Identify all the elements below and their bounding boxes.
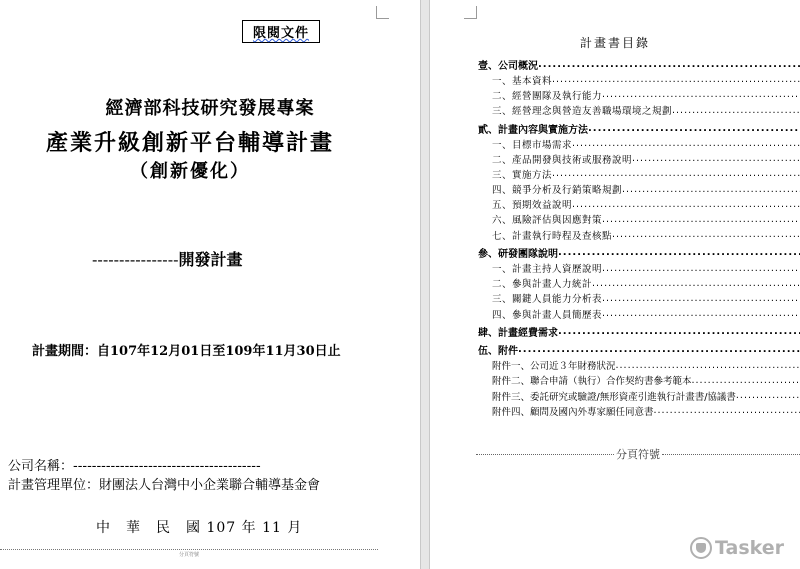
toc-item[interactable]	[478, 260, 800, 275]
toc-leader-dots	[612, 229, 800, 240]
toc-section[interactable]	[478, 57, 800, 72]
toc-leader-dots	[654, 405, 800, 416]
toc-section[interactable]	[478, 121, 800, 136]
toc-leader-dots	[632, 153, 800, 164]
toc-leader-dots	[588, 123, 800, 134]
toc-leader-dots	[616, 360, 800, 371]
toc-entry-text: 二、參與計畫人力統計	[492, 279, 593, 291]
toc-item[interactable]	[478, 212, 800, 227]
document-date: 中 華 民 國 107 年 11 月	[96, 520, 303, 536]
toc-entry-text: 二、產品開發與技術或服務說明	[492, 154, 633, 166]
toc-entry-text: 七、計畫執行時程及查核點	[492, 230, 613, 242]
toc-item[interactable]	[478, 197, 800, 212]
toc-leader-dots	[558, 326, 800, 337]
toc-entry-text: 附件二、聯合申請（執行）合作契約書參考範本	[492, 376, 692, 388]
toc-leader-dots	[602, 214, 800, 225]
company-line	[8, 455, 261, 474]
toc-entry-text: 肆、計畫經費需求	[478, 328, 558, 340]
toc-leader-dots	[672, 105, 800, 116]
plan-dashes: ----------------	[92, 250, 179, 269]
toc-appendix[interactable]	[478, 403, 800, 418]
toc-entry-text: 壹、公司概況	[478, 61, 538, 73]
page-break-marker: 分頁符號	[0, 549, 378, 558]
toc-leader-dots	[538, 59, 800, 70]
toc-entry-text: 五、預期效益說明	[492, 200, 573, 212]
toc-item[interactable]	[478, 72, 800, 87]
toc-entry-text: 一、目標市場需求	[492, 139, 573, 151]
plan-period: 計畫期間：自107年12月01日至109年11月30日止	[32, 344, 341, 359]
toc-leader-dots	[692, 375, 800, 386]
toc-item[interactable]	[478, 182, 800, 197]
ministry-title: 經濟部科技研究發展專案	[105, 98, 315, 119]
page-break-line	[662, 454, 800, 455]
toc-item[interactable]	[478, 291, 800, 306]
toc-entry-text: 一、計畫主持人資歷說明	[492, 264, 603, 276]
toc-leader-dots	[518, 344, 800, 355]
plan-label: 開發計畫	[178, 250, 243, 269]
toc-leader-dots	[572, 138, 800, 149]
restricted-stamp	[242, 20, 320, 43]
toc-entry-text: 附件一、公司近３年財務狀況	[492, 361, 616, 373]
stamp-text: 限閱文件	[253, 26, 310, 41]
toc-item[interactable]	[478, 166, 800, 181]
toc-item[interactable]	[478, 87, 800, 102]
toc-item[interactable]	[478, 276, 800, 291]
page-break-label: 分頁符號	[616, 448, 660, 461]
toc-leader-dots	[736, 390, 800, 401]
toc-entry-text: 三、實施方法	[492, 169, 553, 181]
toc-entry-text: 伍、附件	[478, 346, 518, 358]
toc-entry-text: 二、經營團隊及執行能力	[492, 90, 603, 102]
toc-leader-dots	[592, 278, 800, 289]
toc-appendix[interactable]	[478, 388, 800, 403]
toc-entry-text: 四、參與計畫人員簡歷表	[492, 309, 603, 321]
toc-appendix[interactable]	[478, 373, 800, 388]
watermark-text: Tasker	[715, 537, 785, 559]
toc-title: 計畫書目錄	[579, 36, 650, 50]
margin-corner-mark	[376, 6, 389, 19]
page-break-line	[476, 454, 614, 455]
toc-leader-dots	[622, 184, 800, 195]
toc-item[interactable]	[478, 227, 800, 242]
table-of-contents	[478, 54, 800, 418]
tasker-logo-icon	[690, 537, 712, 559]
toc-entry-text: 三、關鍵人員能力分析表	[492, 294, 603, 306]
toc-entry-text: 一、基本資料	[492, 75, 553, 87]
tasker-watermark	[690, 537, 784, 559]
margin-corner-mark	[464, 6, 477, 19]
toc-leader-dots	[602, 89, 800, 100]
program-title: 產業升級創新平台輔導計畫	[45, 130, 334, 156]
page-break-marker	[476, 446, 800, 462]
toc-section[interactable]	[478, 342, 800, 357]
toc-item[interactable]	[478, 103, 800, 118]
toc-leader-dots	[602, 308, 800, 319]
management-unit: 計畫管理單位：財團法人台灣中小企業聯合輔導基金會	[8, 478, 321, 493]
toc-entry-text: 四、競爭分析及行銷策略規劃	[492, 185, 623, 197]
toc-leader-dots	[552, 168, 800, 179]
toc-item[interactable]	[478, 136, 800, 151]
toc-section[interactable]	[478, 324, 800, 339]
toc-leader-dots	[602, 263, 800, 274]
toc-entry-text: 三、經營理念與營造友善職場環境之規劃	[492, 106, 673, 118]
company-field: ----------------------------------------	[73, 459, 261, 474]
toc-item[interactable]	[478, 306, 800, 321]
toc-entry-text: 附件三、委託研究或驗證/無形資產引進執行計畫書/協議書	[492, 391, 736, 403]
sub-title: （創新優化）	[130, 161, 250, 182]
toc-appendix[interactable]	[478, 358, 800, 373]
plan-heading	[92, 247, 243, 270]
toc-entry-text: 附件四、顧問及國內外專家願任同意書	[492, 406, 654, 418]
toc-entry-text: 參、研發團隊說明	[478, 249, 558, 261]
toc-leader-dots	[558, 247, 800, 258]
toc-section[interactable]	[478, 245, 800, 260]
toc-item[interactable]	[478, 151, 800, 166]
toc-leader-dots	[552, 74, 800, 85]
company-label: 公司名稱：	[8, 459, 74, 474]
toc-entry-text: 貳、計畫內容與實施方法	[478, 124, 588, 136]
toc-entry-text: 六、風險評估與因應對策	[492, 215, 603, 227]
toc-leader-dots	[602, 293, 800, 304]
right-page	[430, 0, 800, 569]
toc-leader-dots	[572, 199, 800, 210]
